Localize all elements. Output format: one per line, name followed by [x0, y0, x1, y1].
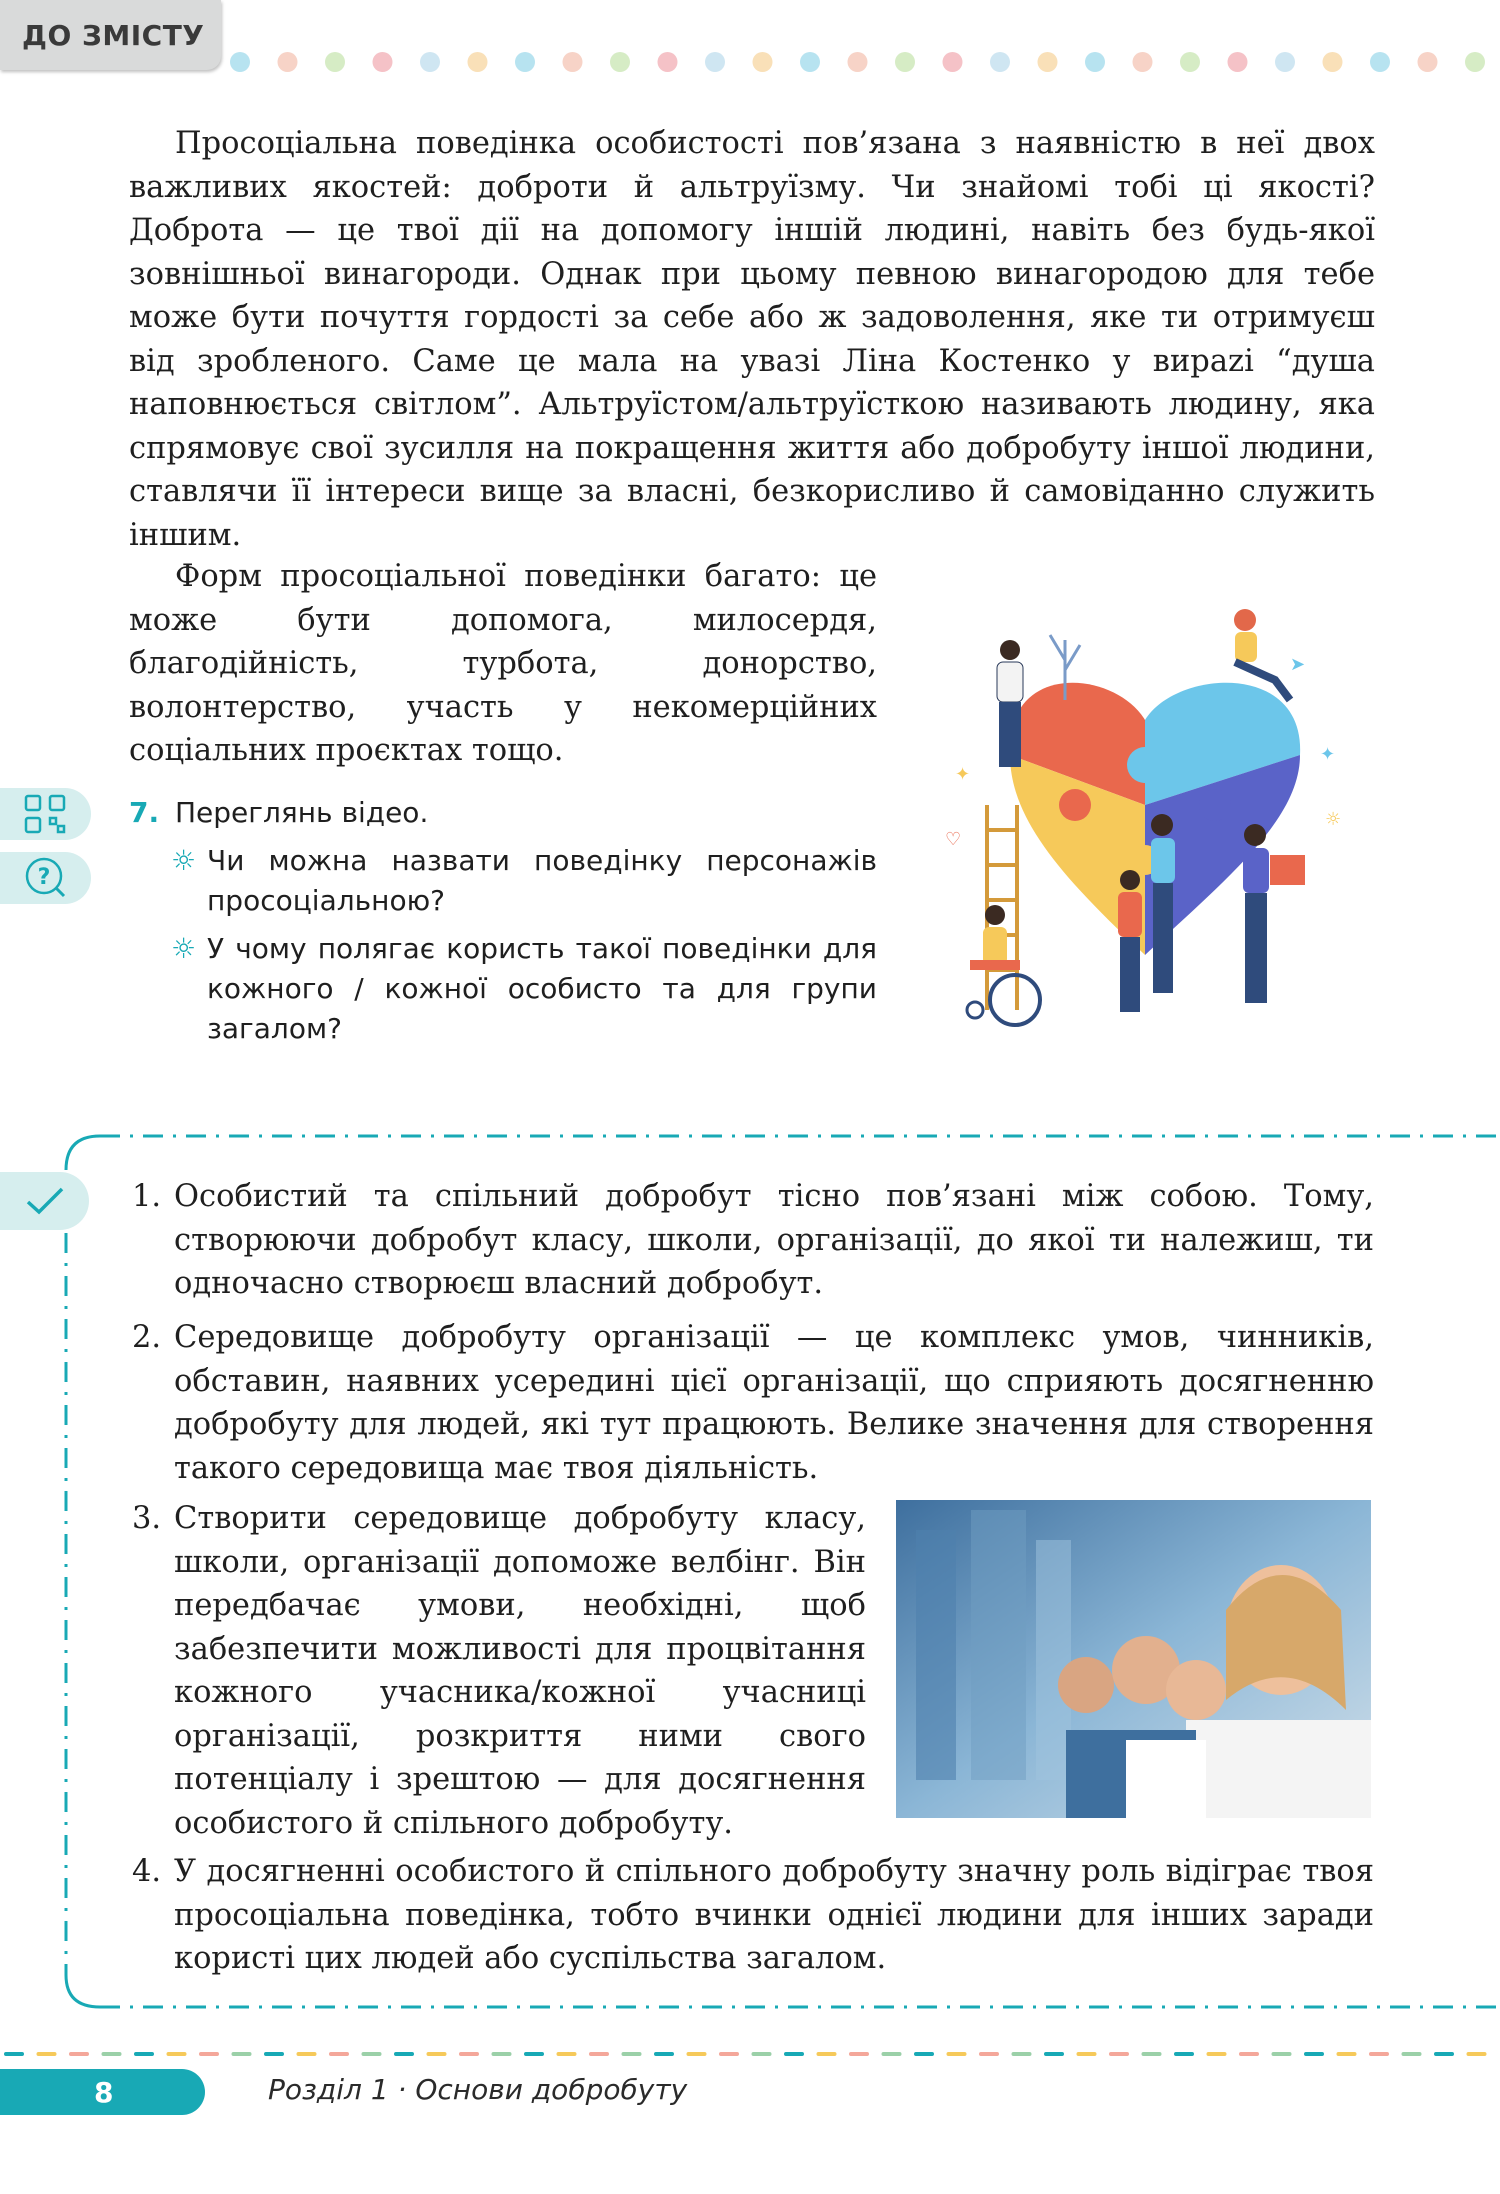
footer-dash — [947, 2052, 967, 2056]
svg-text:☼: ☼ — [1325, 809, 1342, 830]
footer-dashes-decoration — [0, 2050, 1500, 2060]
footer-dash — [1304, 2052, 1324, 2056]
check-icon — [23, 1184, 67, 1218]
qr-code-button[interactable] — [0, 788, 91, 840]
footer-dash — [1044, 2052, 1064, 2056]
top-dot — [278, 52, 298, 72]
top-dot — [705, 52, 725, 72]
top-dot — [800, 52, 820, 72]
footer-dash — [979, 2052, 999, 2056]
footer-dash — [362, 2052, 382, 2056]
footer-dash — [524, 2052, 544, 2056]
task-bullet: ☼ У чому полягає користь такої поведінки для кожного / кожної особисто та для групи загалом? — [171, 929, 877, 1049]
summary-item-2: 2. Середовище добробуту організації — це комплекс умов, чинників, обставин, наявних усередині цієї організації, що сприяють досягненню добробуту для людей, які тут працюють. Велике значення для створення такого середовища має твоя діяльність. — [132, 1320, 1374, 1486]
footer-dash — [199, 2052, 219, 2056]
top-dot — [990, 52, 1010, 72]
top-dot — [1133, 52, 1153, 72]
sun-bullet-icon: ☼ — [171, 844, 197, 877]
top-dot — [753, 52, 773, 72]
footer-dash — [459, 2052, 479, 2056]
svg-text:♡: ♡ — [945, 829, 962, 850]
footer-dash — [427, 2052, 447, 2056]
top-dot — [895, 52, 915, 72]
top-dot — [1465, 52, 1485, 72]
top-dot — [1085, 52, 1105, 72]
page-number: 8 — [0, 2069, 205, 2115]
task-7 — [129, 793, 877, 1049]
task-title: Переглянь відео. — [175, 796, 429, 829]
footer-dash — [589, 2052, 609, 2056]
footer-dash — [1369, 2052, 1389, 2056]
footer-dash — [687, 2052, 707, 2056]
top-dot — [230, 52, 250, 72]
footer-dash — [102, 2052, 122, 2056]
summary-item-3: 3. Створити середовище добробуту класу, школи, організації допоможе велбінг. Він передбачає умови, необхідні, щоб забезпечити можливості для процвітання кожного учасника/кожної учасниці організації, розкриття ними свого потенціалу і зрештою — для досягнення особистого й спільного добробуту. — [132, 1501, 866, 1841]
sun-bullet-icon: ☼ — [171, 932, 197, 965]
summary-item-4: 4. У досягненні особистого й спільного добробуту значну роль відіграє твоя просоціальна поведінка, тобто вчинки однієї людини для інших заради користі цих людей або суспільства загалом. — [132, 1854, 1374, 1976]
footer-dash — [1012, 2052, 1032, 2056]
svg-text:?: ? — [37, 865, 50, 890]
paragraph-prosocial-intro: Просоціальна поведінка особистості пов’язана з наявністю в неї двох важливих якостей: доброти й альтруїзму. Чи знайомі тобі ці якості? Доброта — це твої дії на допомогу іншій людині, навіть без будь-якої зовнішньої винагороди. Однак при цьому певною винагородою для тебе може бути почуття гордості за себе або ж задоволення, яке ти отримуєш від зробленого. Саме це мала на увазі Ліна Костенко у вирazi “душа наповнюється світлом”. Альтруїстом/альтруїсткою називають людину, яка спрямовує свої зусилля на покращення життя або добробуту іншої людини, ставлячи її інтереси вище за власні, безкорисливо й самовіданно служить іншим. — [129, 126, 1375, 553]
top-dot — [1418, 52, 1438, 72]
top-dot — [420, 52, 440, 72]
footer-dash — [784, 2052, 804, 2056]
footer-dash — [37, 2052, 57, 2056]
question-icon — [22, 854, 70, 902]
footer-dash — [1434, 2052, 1454, 2056]
footer-dash — [1142, 2052, 1162, 2056]
top-dot — [1370, 52, 1390, 72]
footer-dash — [492, 2052, 512, 2056]
top-dot — [373, 52, 393, 72]
footer-dash — [719, 2052, 739, 2056]
footer-dash — [134, 2052, 154, 2056]
footer-dash — [1207, 2052, 1227, 2056]
top-dot — [1038, 52, 1058, 72]
top-dots-decoration — [226, 52, 1500, 72]
footer-dash — [622, 2052, 642, 2056]
top-dot — [848, 52, 868, 72]
footer-dash — [297, 2052, 317, 2056]
section-title: Розділ 1 · Основи добробуту — [268, 2073, 688, 2106]
footer-dash — [849, 2052, 869, 2056]
footer-dash — [167, 2052, 187, 2056]
footer-dash — [232, 2052, 252, 2056]
summary-item-1: 1. Особистий та спільний добробут тісно пов’язані між собою. Тому, створюючи добробут класу, школи, організації, до якої ти належиш, ти одночасно створюєш власний добробут. — [132, 1179, 1374, 1301]
footer-dash — [557, 2052, 577, 2056]
footer-dash — [752, 2052, 772, 2056]
footer-dash — [654, 2052, 674, 2056]
footer-dash — [882, 2052, 902, 2056]
footer-dash — [914, 2052, 934, 2056]
footer-dash — [1239, 2052, 1259, 2056]
question-button[interactable] — [0, 852, 91, 904]
footer-dash — [1467, 2052, 1487, 2056]
footer-dash — [69, 2052, 89, 2056]
top-dot — [1180, 52, 1200, 72]
footer-dash — [329, 2052, 349, 2056]
footer-dash — [1109, 2052, 1129, 2056]
top-dot — [1228, 52, 1248, 72]
top-dot — [1323, 52, 1343, 72]
qr-code-icon — [20, 792, 72, 836]
footer-dash — [1402, 2052, 1422, 2056]
footer-dash — [4, 2052, 24, 2056]
top-dot — [325, 52, 345, 72]
toc-button[interactable] — [0, 0, 221, 70]
footer-dash — [1337, 2052, 1357, 2056]
footer-dash — [1077, 2052, 1097, 2056]
top-dot — [658, 52, 678, 72]
task-number: 7. — [129, 796, 160, 829]
paragraph-forms: Форм просоціальної поведінки багато: це може бути допомога, милосердя, благодійність, турбота, донорство, волонтерство, участь у некомерційних соціальних проєктах тощо. — [129, 559, 877, 768]
heart-puzzle-illustration — [915, 580, 1375, 1030]
footer-dash — [817, 2052, 837, 2056]
task-bullet: ☼ Чи можна назвати поведінку персонажів просоціальною? — [171, 841, 877, 921]
footer-dash — [264, 2052, 284, 2056]
top-dot — [515, 52, 535, 72]
summary-check-tab — [0, 1172, 89, 1230]
top-dot — [943, 52, 963, 72]
footer-dash — [1272, 2052, 1292, 2056]
svg-text:➤: ➤ — [1290, 654, 1306, 675]
svg-text:✦: ✦ — [1320, 744, 1336, 765]
group-photo — [896, 1500, 1371, 1818]
top-dot — [610, 52, 630, 72]
footer-dash — [1174, 2052, 1194, 2056]
toc-label: ДО ЗМІСТУ — [22, 18, 205, 52]
svg-text:✦: ✦ — [955, 764, 971, 785]
top-dot — [1275, 52, 1295, 72]
top-dot — [563, 52, 583, 72]
top-dot — [468, 52, 488, 72]
footer-dash — [394, 2052, 414, 2056]
